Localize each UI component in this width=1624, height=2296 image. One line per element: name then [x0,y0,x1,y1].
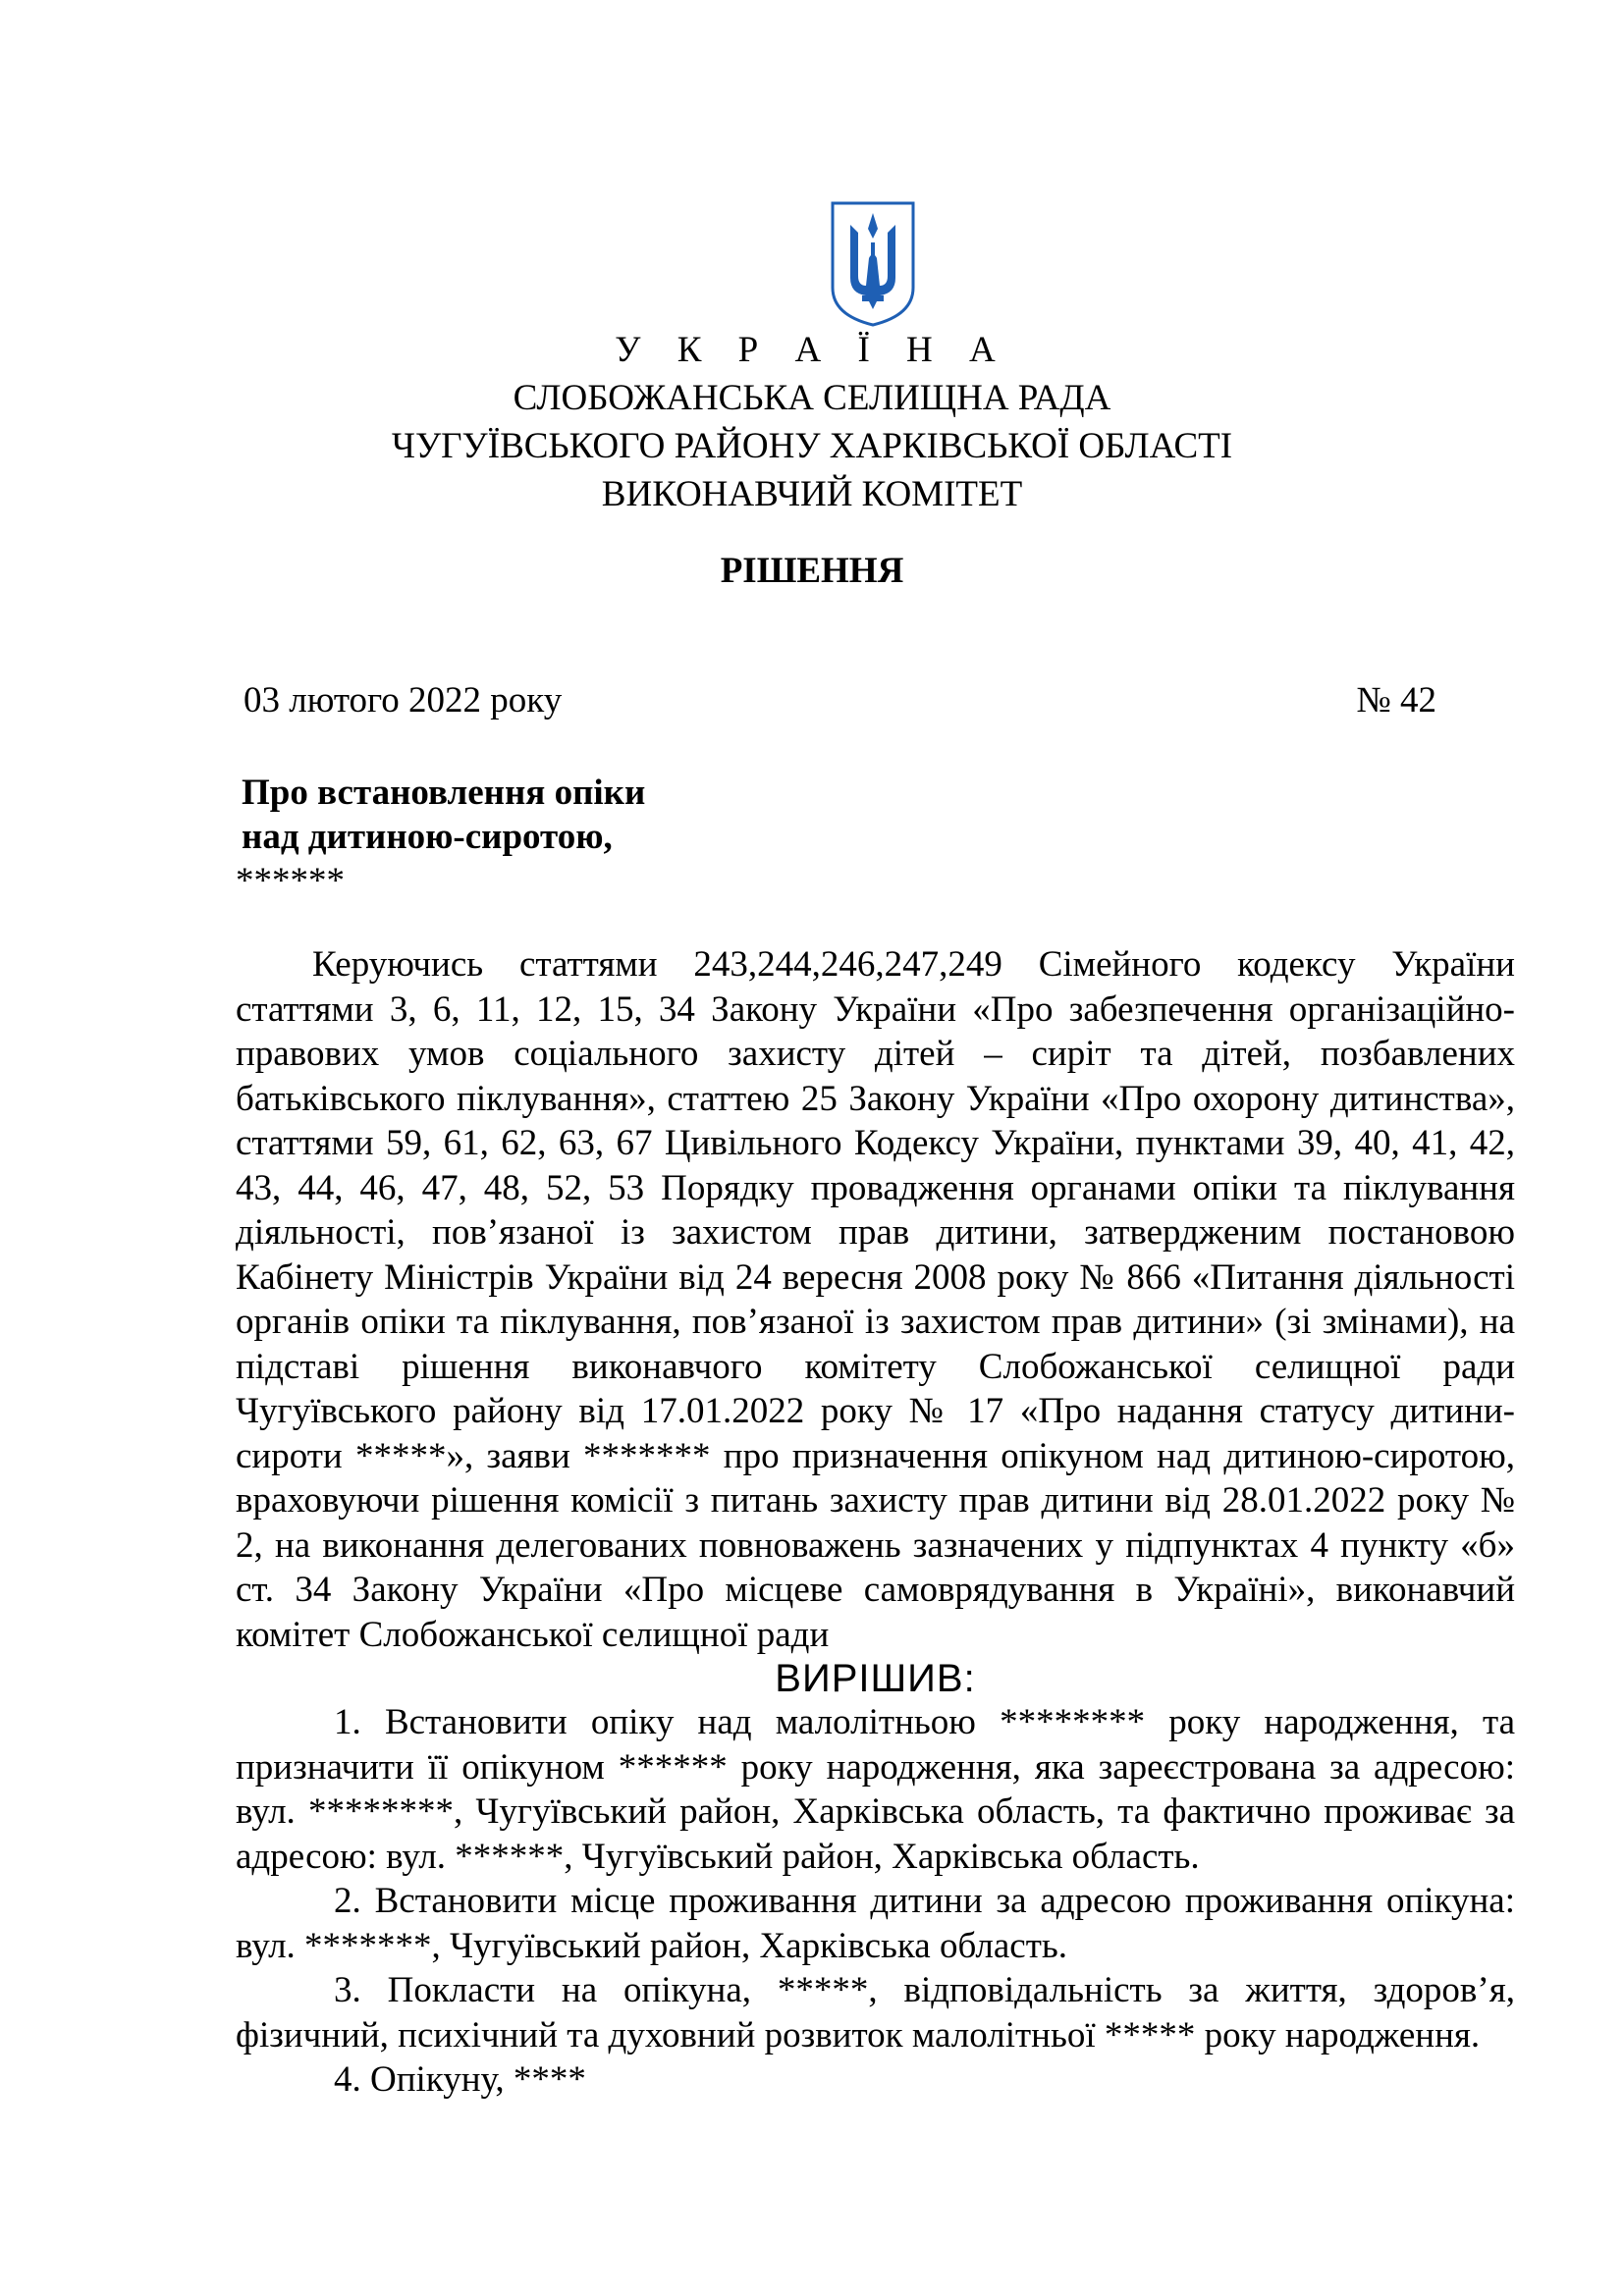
decision-number: № 42 [1356,680,1436,721]
document-body [236,942,1515,2103]
decision-date: 03 лютого 2022 року [244,680,563,721]
subject-line-3: ****** [236,861,345,901]
decision-subject [236,771,646,903]
decision-title: РІШЕННЯ [720,551,904,591]
country-name: У К Р А Ї Н А [615,330,1009,370]
decision-item-2: 2. Встановити місце проживання дитини за адресою проживання опікуна: вул. *******, Чугуївський район, Харківська область. [236,1881,1515,1966]
subject-line-2: над дитиною-сиротою, [242,817,613,857]
council-name: СЛОБОЖАНСЬКА СЕЛИЩНА РАДА [513,378,1111,418]
resolve-heading: ВИРІШИВ: [775,1657,976,1700]
decision-item-4: 4. Опікуну, **** [334,2059,586,2100]
district-name: ЧУГУЇВСЬКОГО РАЙОНУ ХАРКІВСЬКОЇ ОБЛАСТІ [391,426,1233,466]
committee-name: ВИКОНАВЧИЙ КОМІТЕТ [601,474,1023,514]
preamble-paragraph: Керуючись статтями 243,244,246,247,249 Сімейного кодексу України статтями 3, 6, 11, 12, 15, 34 Закону України «Про забезпечення організаційно-правових умов соціального захисту дітей – сиріт та дітей, позбавлених батьківського піклування», статтею 25 Закону України «Про охорону дитинства», статтями 59, 61, 62, 63, 67 Цивільного Кодексу України, пунктами 39, 40, 41, 42, 43, 44, 46, 47, 48, 52, 53 Порядку провадження органами опіки та піклування діяльності, пов’язаної із захистом прав дитини, затвердженим постановою Кабінету Міністрів України від 24 вересня 2008 року № 866 «Питання діяльності органів опіки та піклування, пов’язаної із захистом прав дитини» (зі змінами), на підставі рішення виконавчого комітету Слобожанської селищної ради Чугуївського району від 17.01.2022 року № 17 «Про надання статусу дитини-сироти *****», заяви ******* про призначення опікуном над дитиною-сиротою, враховуючи рішення комісії з питань захисту прав дитини від 28.01.2022 року № 2, на виконання делегованих повноважень зазначених у підпунктах 4 пункту «б» ст. 34 Закону України «Про місцеве самоврядування в Україні», виконавчий комітет Слобожанської селищної ради [236,944,1515,1655]
decision-item-3: 3. Покласти на опікуна, *****, відповідальність за життя, здоров’я, фізичний, психічний та духовний розвиток малолітньої ***** року народження. [236,1970,1515,2056]
decision-item-1: 1. Встановити опіку над малолітньою ******** року народження, та призначити її опікуном ****** року народження, яка зареєстрована за адресою: вул. ********, Чугуївський район, Харківська область, та фактично проживає за адресою: вул. ******, Чугуївський район, Харківська область. [236,1702,1515,1877]
subject-line-1: Про встановлення опіки [242,773,646,813]
document-header [0,326,1624,518]
coat-of-arms-icon [827,199,919,329]
